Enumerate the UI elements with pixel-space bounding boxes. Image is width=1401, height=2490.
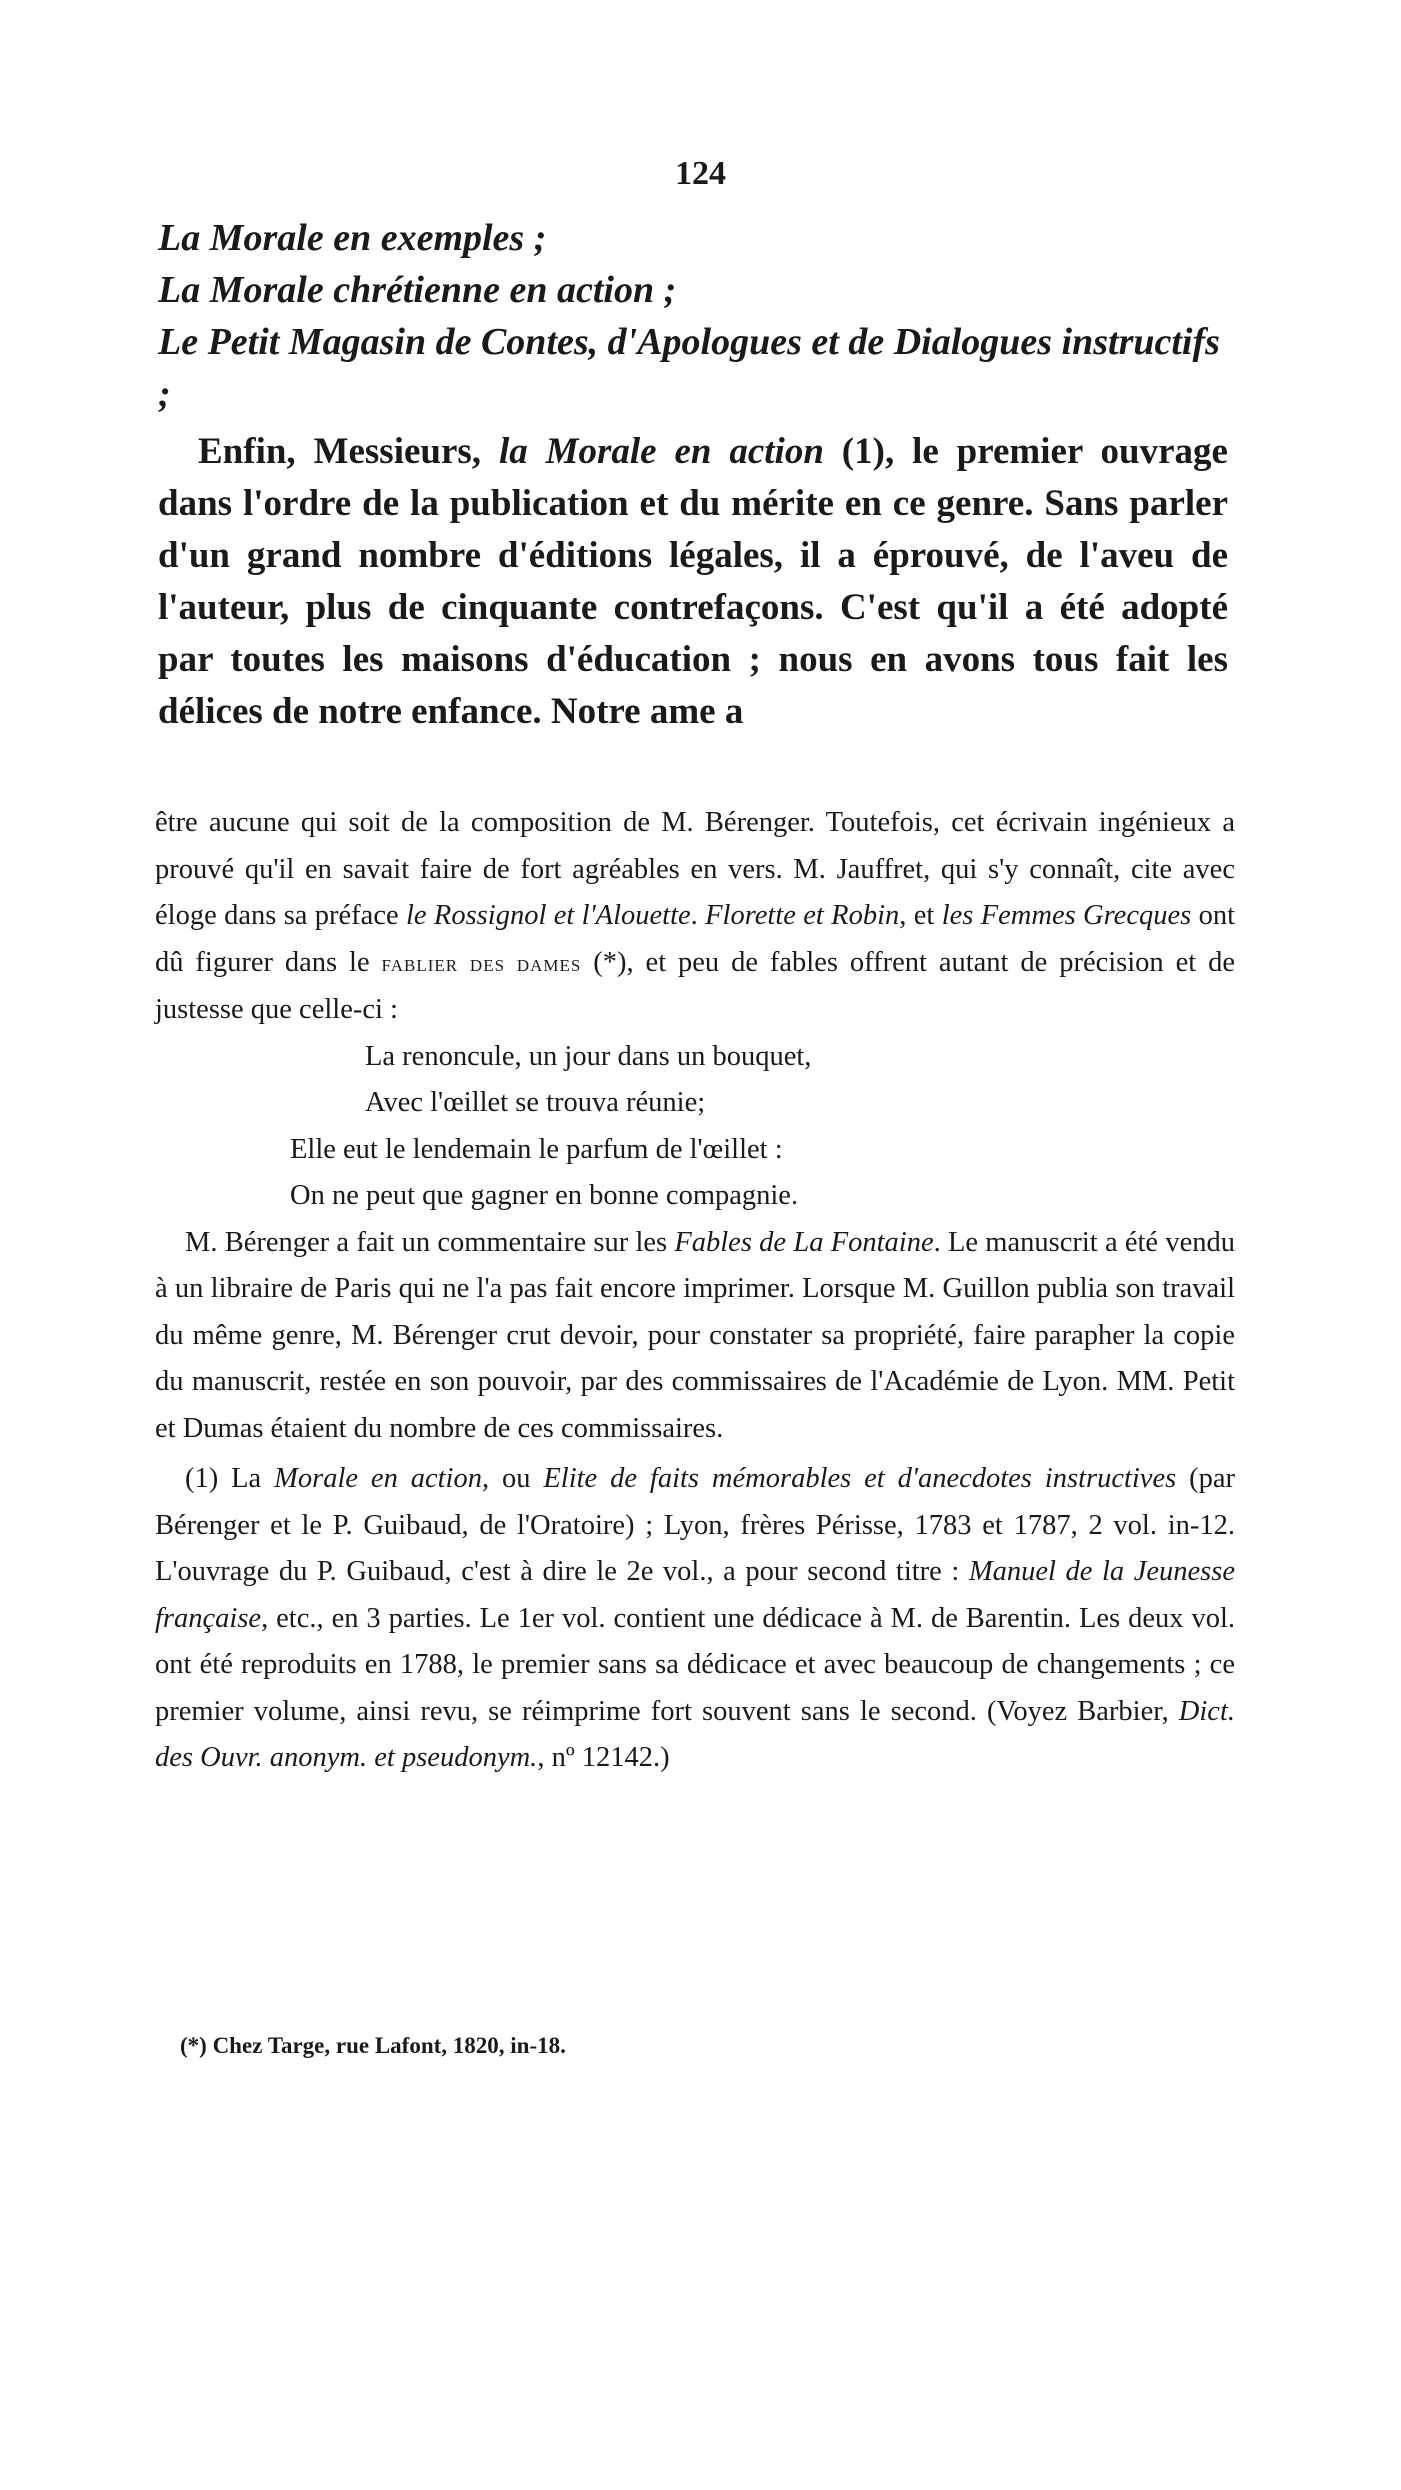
note-text-2: . <box>690 900 706 931</box>
footnote-star: (*) Chez Targe, rue Lafont, 1820, in-18. <box>180 2033 566 2058</box>
commentary-paragraph <box>155 1220 1235 1453</box>
footnote-1-title-1: Morale en action <box>274 1463 482 1494</box>
note-text-5: (*), et peu de fables offrent autant de précision et de justesse que celle-ci : <box>155 946 1235 1025</box>
verse-line: Avec l'œillet se trouva réunie; <box>365 1087 706 1118</box>
footnote-1-text-5: , nº 12142.) <box>537 1742 670 1773</box>
page-number: 124 <box>675 155 726 192</box>
footnote-1-title-2: Elite de faits mémorables et d'anecdotes instructives <box>543 1463 1177 1494</box>
commentary-text-1: M. Bérenger a fait un commentaire sur les <box>185 1226 675 1258</box>
main-paragraph <box>158 426 1228 738</box>
note-title-femmes: les Femmes Grecques <box>941 900 1192 931</box>
footnote-1-title-4: Dict. des Ouvr. anonym. et pseudonym. <box>155 1695 1235 1773</box>
note-fablier: fablier des dames <box>381 950 582 977</box>
note-continuation <box>155 800 1235 1034</box>
footnote-1 <box>155 1456 1235 1782</box>
main-text <box>158 212 1228 738</box>
note-text <box>155 800 1235 1782</box>
verse-line: On ne peut que gagner en bonne compagnie. <box>290 1180 799 1211</box>
note-title-rossignol: le Rossignol et l'Alouette <box>406 900 691 931</box>
title-morale-chretienne: La Morale chrétienne en action ; <box>158 269 677 311</box>
main-paragraph-title: la Morale en action <box>498 431 824 472</box>
footnote-1-text-3: (par Bérenger et le P. Guibaud, de l'Oratoire) ; Lyon, frères Périsse, 1783 et 1787, 2 vol. in-12. L'ouvrage du P. Guibaud, c'est à dire le 2e vol., a pour second titre : <box>155 1463 1235 1587</box>
note-title-florette: Florette et Robin <box>705 900 900 931</box>
main-paragraph-rest: (1), le premier ouvrage dans l'ordre de la publication et du mérite en ce genre. Sans parler d'un grand nombre d'éditions légales, il a éprouvé, de l'aveu de l'auteur, plus de cinquante contrefaçons. C'est qu'il a été adopté par toutes les maisons d'éducation ; nous en avons tous fait les délices de notre enfance. Notre ame a <box>158 431 1228 732</box>
footnote-1-text-2: , ou <box>481 1463 544 1494</box>
footnote-1-text-1: (1) La <box>185 1463 275 1494</box>
commentary-title: Fables de La Fontaine <box>674 1226 934 1258</box>
verse-line: La renoncule, un jour dans un bouquet, <box>365 1040 812 1072</box>
note-text-4: ont dû figurer dans le <box>155 900 1236 978</box>
main-paragraph-start: Enfin, Messieurs, <box>198 431 499 472</box>
verse-line: Elle eut le lendemain le parfum de l'œillet : <box>290 1133 783 1165</box>
commentary-text-2: . Le manuscrit a été vendu à un libraire de Paris qui ne l'a pas fait encore imprimer. Lorsque M. Guillon publia son travail du même genre, M. Bérenger crut devoir, pour constater sa propriété, faire parapher la copie du manuscrit, restée en son pouvoir, par des commissaires de l'Académie de Lyon. MM. Petit et Dumas étaient du nombre de ces commissaires. <box>155 1226 1235 1444</box>
footnote-1-title-3: Manuel de la Jeunesse française <box>155 1556 1235 1634</box>
title-morale-exemples: La Morale en exemples ; <box>158 217 547 259</box>
note-text-3: , et <box>899 900 942 931</box>
footnote-1-text-4: , etc., en 3 parties. Le 1er vol. contient une dédicace à M. de Barentin. Les deux vol. ont été reproduits en 1788, le premier sans sa dédicace et avec beaucoup de changements ; ce premier volume, ainsi revu, se réimprime fort souvent sans le second. (Voyez Barbier, <box>155 1602 1235 1727</box>
title-petit-magasin: Le Petit Magasin de Contes, d'Apologues et de Dialogues instructifs ; <box>158 321 1220 415</box>
note-text-1: être aucune qui soit de la composition de M. Bérenger. Toutefois, cet écrivain ingénieux a prouvé qu'il en savait faire de fort agréables en vers. M. Jauffret, qui s'y connaît, cite avec éloge dans sa préface <box>155 807 1235 931</box>
